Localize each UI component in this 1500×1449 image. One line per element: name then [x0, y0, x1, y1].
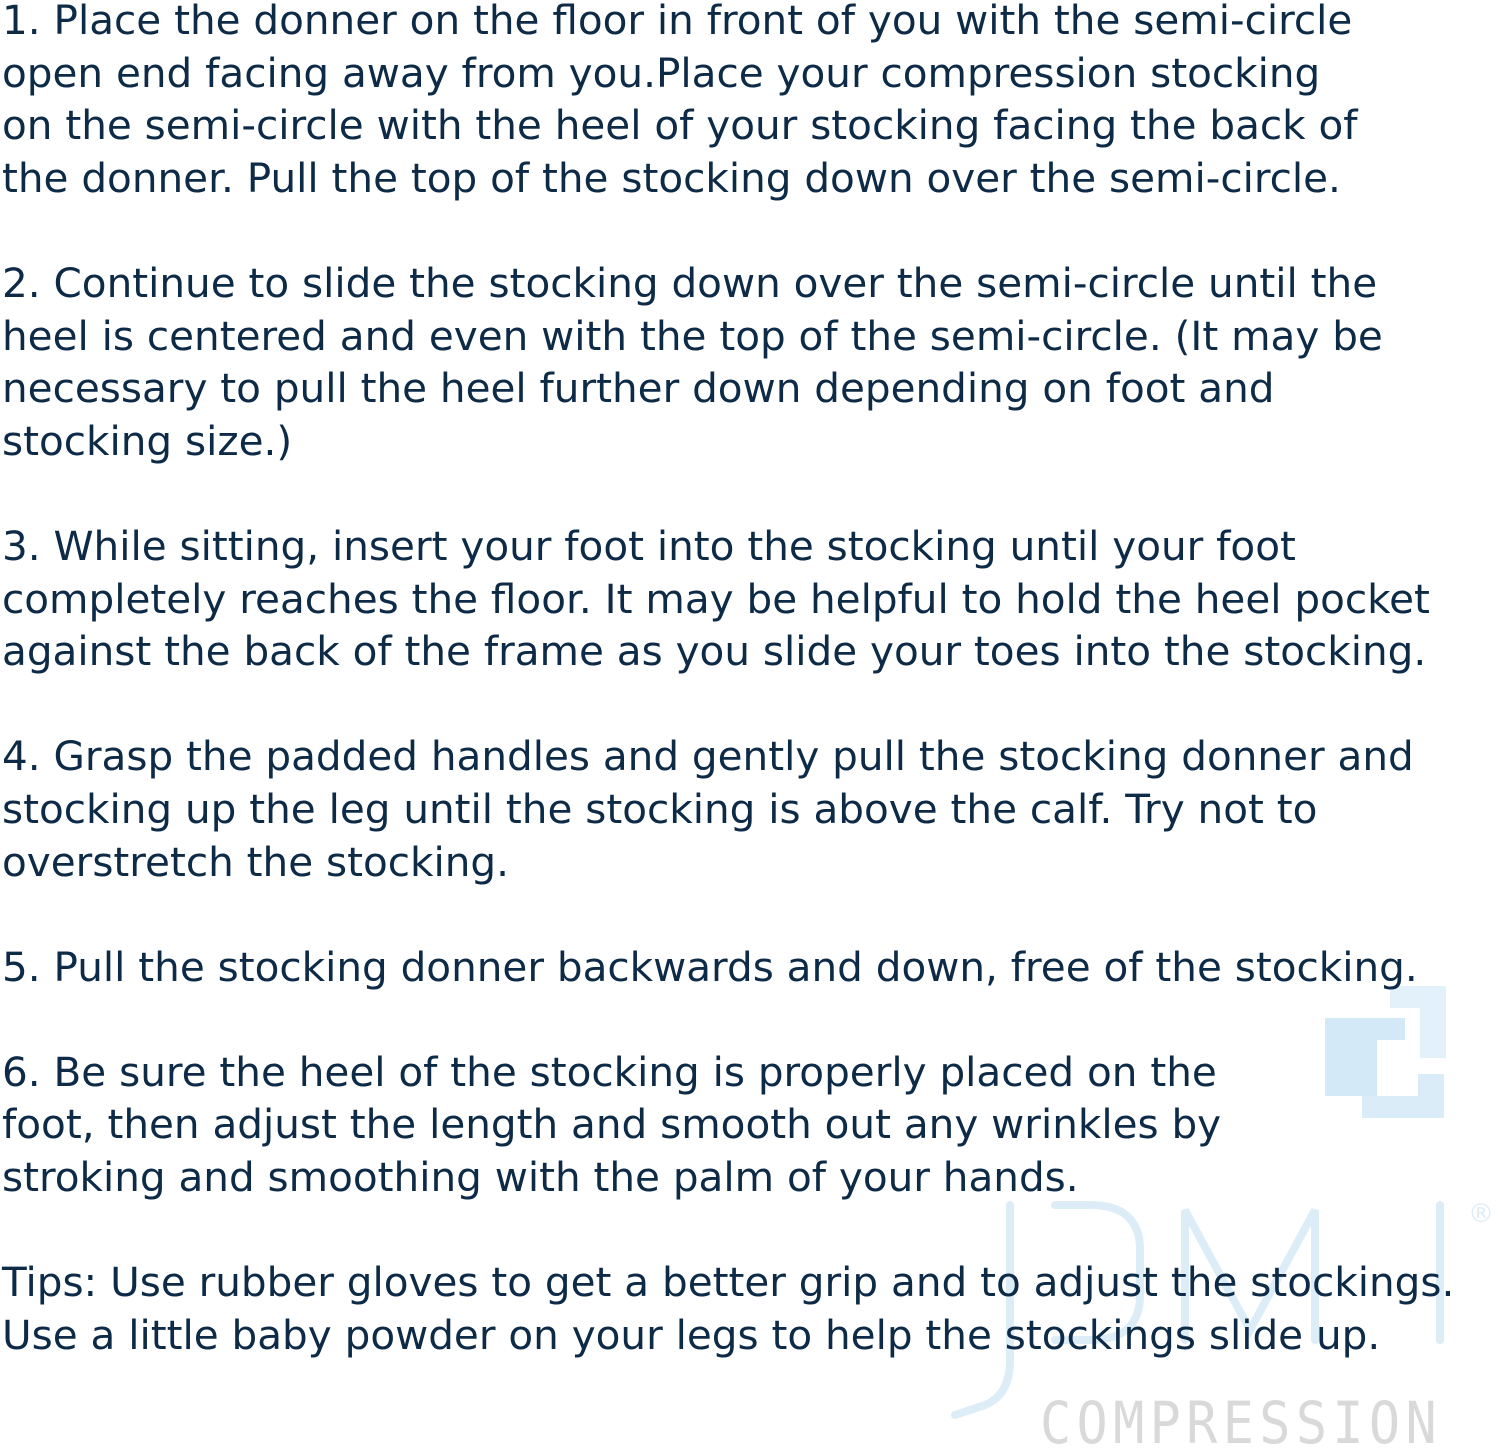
compression-tagline: COMPRESSION	[1040, 1389, 1442, 1449]
registered-mark: ®	[1468, 1199, 1494, 1229]
instruction-line: 4. Grasp the padded handles and gently pull the stocking donner and	[2, 732, 1414, 781]
instruction-line: stocking size.)	[2, 416, 293, 465]
tips-line: Use a little baby powder on your legs to help the stockings slide up.	[2, 1310, 1381, 1359]
instruction-line: on the semi-circle with the heel of your stocking facing the back of	[2, 101, 1358, 150]
instruction-line: overstretch the stocking.	[2, 837, 509, 886]
paragraph-spacer	[2, 678, 1492, 731]
paragraph-spacer	[2, 1204, 1492, 1257]
paragraph-spacer	[2, 993, 1492, 1046]
instruction-step-4	[2, 730, 1492, 888]
instruction-line: stocking up the leg until the stocking is above the calf. Try not to	[2, 784, 1318, 833]
instruction-step-5	[2, 941, 1492, 994]
instruction-line: necessary to pull the heel further down depending on foot and	[2, 364, 1275, 413]
paragraph-spacer	[2, 888, 1492, 941]
instruction-line: 1. Place the donner on the floor in front of you with the semi-circle	[2, 0, 1353, 44]
instruction-line: foot, then adjust the length and smooth out any wrinkles by	[2, 1100, 1222, 1149]
instruction-line: the donner. Pull the top of the stocking down over the semi-circle.	[2, 153, 1341, 202]
instruction-line: heel is centered and even with the top of the semi-circle. (It may be	[2, 311, 1383, 360]
instruction-line: completely reaches the floor. It may be helpful to hold the heel pocket	[2, 574, 1430, 623]
instruction-list	[2, 0, 1492, 1361]
instruction-line: against the back of the frame as you slide your toes into the stocking.	[2, 627, 1427, 676]
paragraph-spacer	[2, 467, 1492, 520]
tips-paragraph	[2, 1256, 1492, 1361]
instruction-line: open end facing away from you.Place your compression stocking	[2, 48, 1321, 97]
instruction-step-3	[2, 520, 1492, 678]
instruction-line: 3. While sitting, insert your foot into the stocking until your foot	[2, 521, 1296, 570]
instruction-line: stroking and smoothing with the palm of your hands.	[2, 1153, 1079, 1202]
instruction-line: 2. Continue to slide the stocking down over the semi-circle until the	[2, 258, 1378, 307]
instruction-line: 6. Be sure the heel of the stocking is properly placed on the	[2, 1047, 1217, 1096]
instruction-step-2	[2, 257, 1492, 467]
paragraph-spacer	[2, 204, 1492, 257]
tips-line: Tips: Use rubber gloves to get a better grip and to adjust the stockings.	[2, 1258, 1455, 1307]
instruction-line: 5. Pull the stocking donner backwards and down, free of the stocking.	[2, 942, 1418, 991]
instruction-step-1	[2, 0, 1492, 204]
instruction-step-6	[2, 1046, 1492, 1204]
